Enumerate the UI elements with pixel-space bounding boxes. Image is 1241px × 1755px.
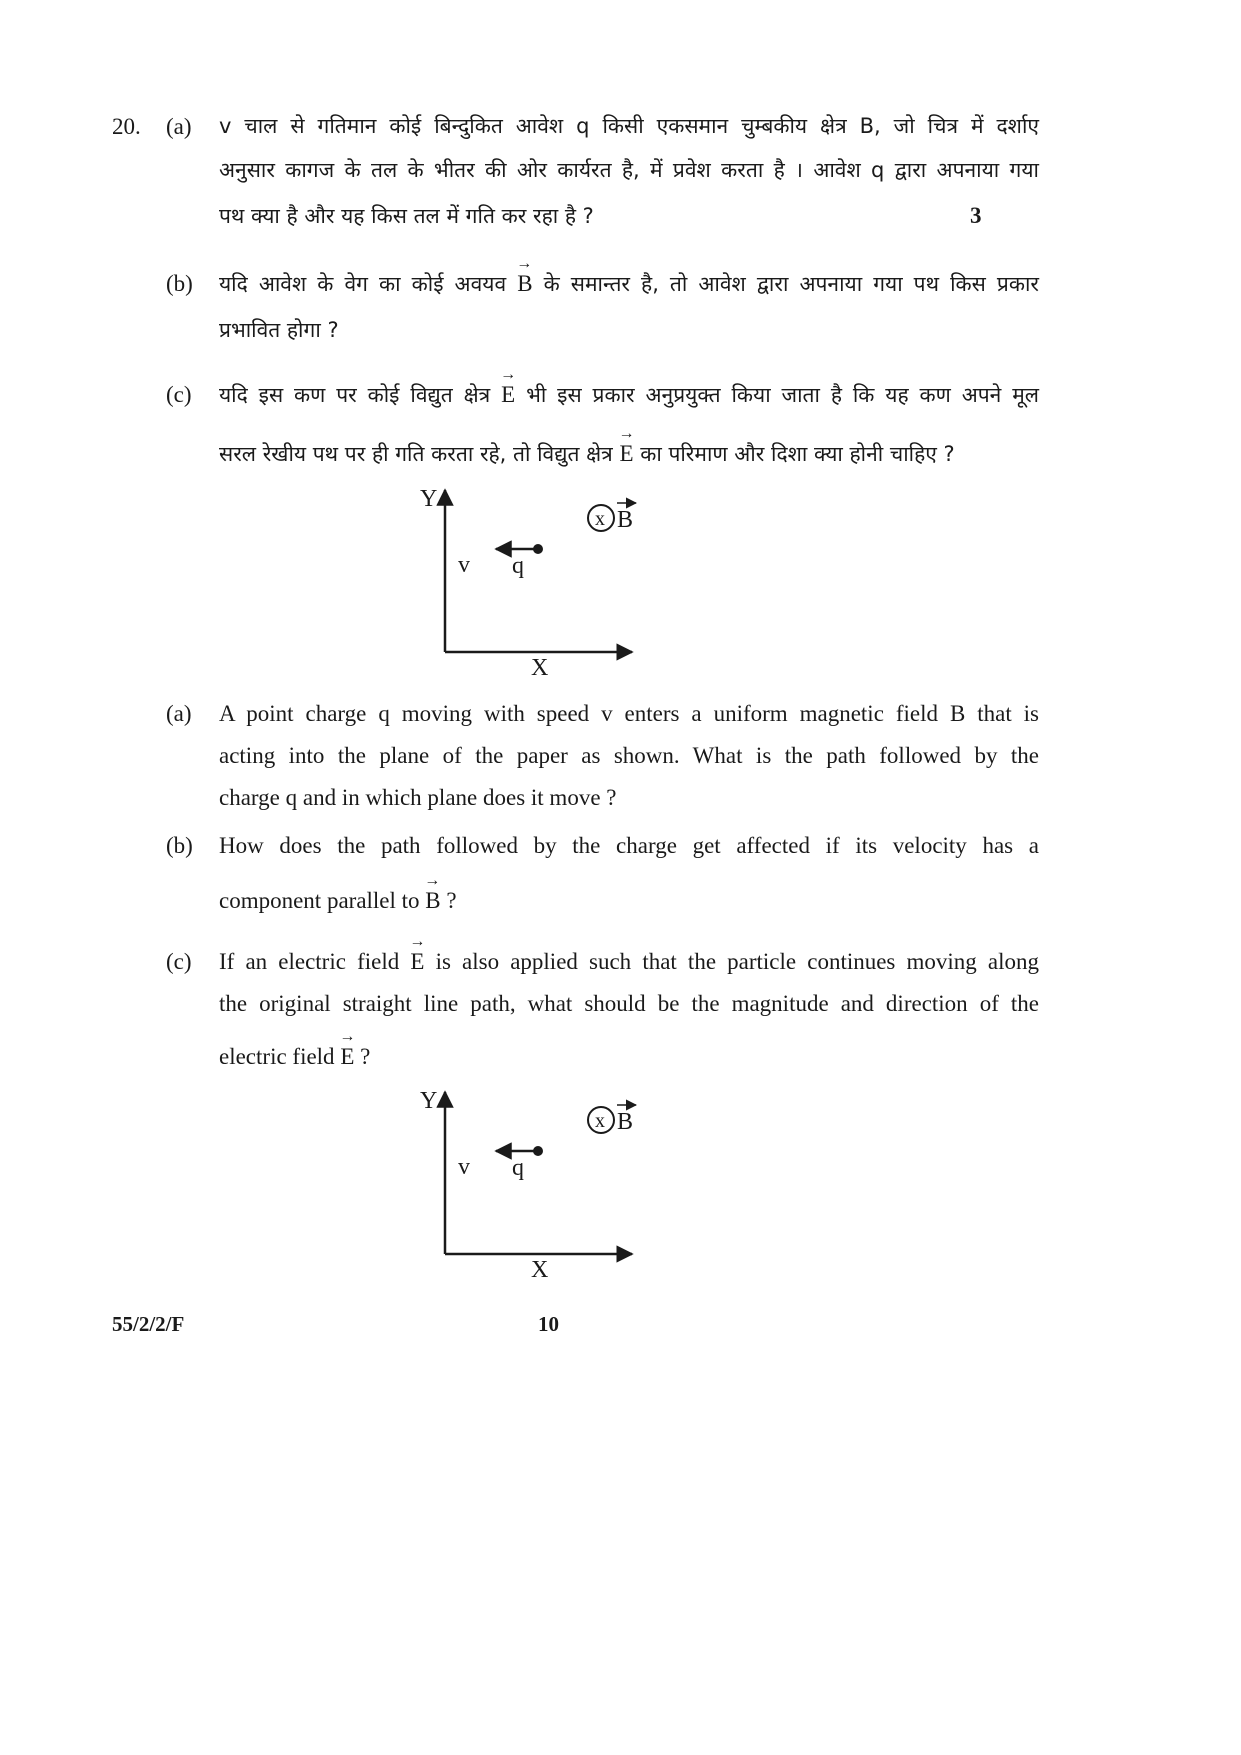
hindi-a-line2: अनुसार कागज के तल के भीतर की ओर कार्यरत है, में प्रवेश करता है । आवेश q द्वारा अपनाया गया: [219, 158, 1039, 182]
hindi-b-label: (b): [166, 271, 193, 296]
hindi-b-line2: प्रभावित होगा ?: [219, 318, 339, 342]
hindi-c-line2-post: का परिमाण और दिशा क्या होनी चाहिए ?: [640, 442, 955, 466]
marks: 3: [970, 203, 982, 228]
vector-e-symbol: → E: [340, 1043, 354, 1071]
vector-b-symbol: → B: [517, 270, 532, 298]
q-label: q: [512, 553, 524, 579]
page-number: 10: [538, 1312, 559, 1336]
english-c-line2: the original straight line path, what should be the magnitude and direction of the: [219, 991, 1039, 1016]
english-c-line1-post: is also applied such that the particle continues moving along: [435, 949, 1040, 974]
hindi-c-label: (c): [166, 382, 192, 407]
hindi-a-line1: v चाल से गतिमान कोई बिन्दुकित आवेश q किसी एकसमान चुम्बकीय क्षेत्र B, जो चित्र में दर्शाए: [219, 114, 1039, 138]
hindi-a-line3: पथ क्या है और यह किस तल में गति कर रहा है ?: [219, 204, 594, 228]
english-a-line1: A point charge q moving with speed v enters a uniform magnetic field B that is: [219, 701, 1039, 726]
hindi-c-line1: [219, 381, 1039, 409]
hindi-c-line2-pre: सरल रेखीय पथ पर ही गति करता रहे, तो विद्युत क्षेत्र: [219, 442, 613, 466]
english-a-line2: acting into the plane of the paper as shown. What is the path followed by the: [219, 743, 1039, 768]
x-axis-label: X: [531, 1257, 549, 1283]
english-a-label: (a): [166, 701, 192, 726]
field-b-label: B: [617, 507, 634, 533]
vector-e-symbol: → E: [501, 381, 515, 409]
hindi-b-line1-post: के समान्तर है, तो आवेश द्वारा अपनाया गया पथ किस प्रकार: [543, 272, 1039, 296]
v-label: v: [458, 552, 470, 578]
english-c-line3-pre: electric field: [219, 1044, 335, 1069]
field-b-label: B: [617, 1109, 634, 1135]
english-b-label: (b): [166, 833, 193, 858]
english-b-line2-post: ?: [446, 888, 457, 913]
english-a-line3: charge q and in which plane does it move ?: [219, 785, 617, 810]
english-b-line2-pre: component parallel to: [219, 888, 420, 913]
hindi-c-line1-pre: यदि इस कण पर कोई विद्युत क्षेत्र: [219, 383, 491, 407]
vector-e-symbol: → E: [410, 948, 424, 976]
cross-symbol: x: [595, 1110, 605, 1132]
english-c-label: (c): [166, 949, 192, 974]
field-diagram-2: [410, 1082, 650, 1292]
hindi-b-line1: [219, 270, 1039, 298]
paper-code: 55/2/2/F: [112, 1312, 185, 1336]
english-b-line2: [219, 887, 457, 915]
english-c-line3-post: ?: [360, 1044, 371, 1069]
v-label: v: [458, 1154, 470, 1180]
x-axis-label: X: [531, 655, 549, 681]
field-diagram-1: [410, 480, 650, 690]
hindi-a-label: (a): [166, 114, 192, 139]
english-c-line1: [219, 948, 1039, 976]
english-c-line1-pre: If an electric field: [219, 949, 400, 974]
vector-b-symbol: → B: [425, 887, 440, 915]
hindi-b-line1-pre: यदि आवेश के वेग का कोई अवयव: [219, 272, 507, 296]
vector-e-symbol: → E: [619, 440, 633, 468]
y-axis-label: Y: [420, 1088, 438, 1114]
q-label: q: [512, 1155, 524, 1181]
english-c-line3: [219, 1043, 370, 1071]
y-axis-label: Y: [420, 486, 438, 512]
hindi-c-line2: [219, 440, 955, 468]
question-number: 20.: [112, 114, 141, 139]
english-b-line1: How does the path followed by the charge get affected if its velocity has a: [219, 833, 1039, 858]
cross-symbol: x: [595, 508, 605, 530]
hindi-c-line1-post: भी इस प्रकार अनुप्रयुक्त किया जाता है कि यह कण अपने मूल: [526, 383, 1039, 407]
